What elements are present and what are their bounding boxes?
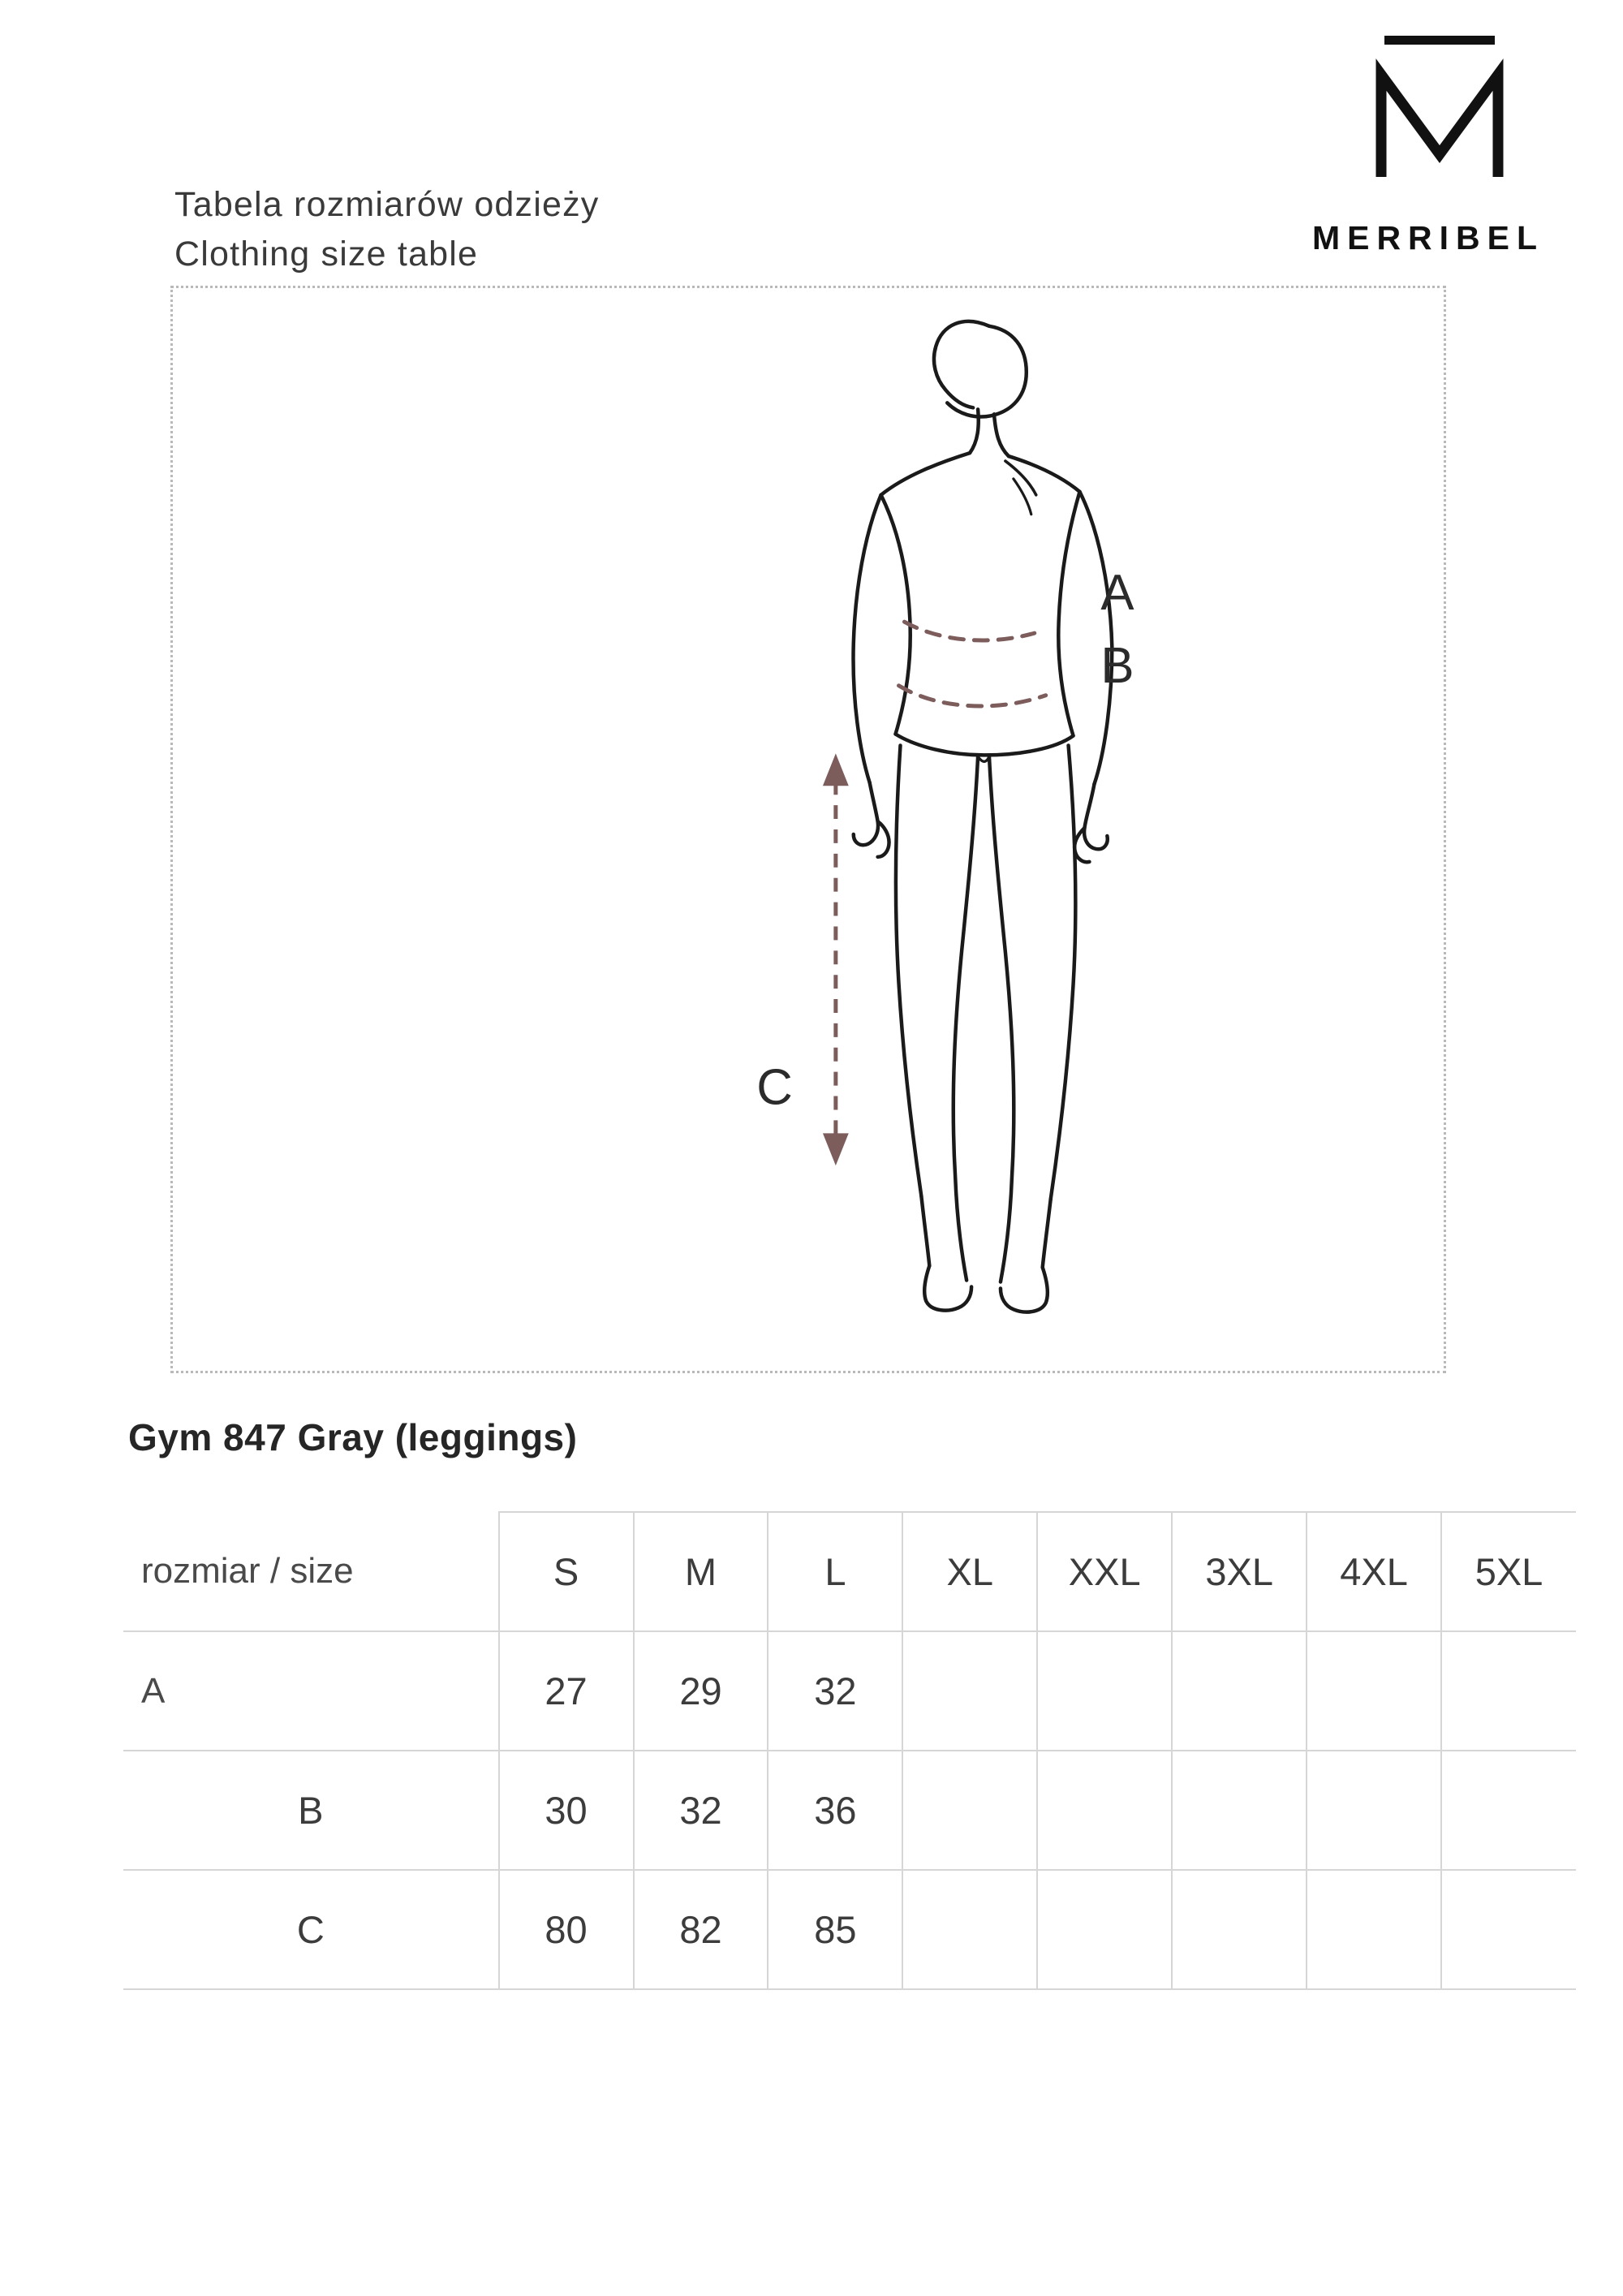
table-cell	[1037, 1751, 1172, 1870]
table-cell	[1307, 1751, 1441, 1870]
table-col-header-5xl: 5XL	[1441, 1512, 1576, 1631]
table-col-header-l: L	[768, 1512, 902, 1631]
table-cell: 32	[768, 1631, 902, 1751]
size-table	[123, 1511, 1576, 1990]
table-row	[123, 1751, 1576, 1870]
table-col-header-m: M	[634, 1512, 768, 1631]
table-cell: 32	[634, 1751, 768, 1870]
table-cell	[1307, 1631, 1441, 1751]
table-cell: 29	[634, 1631, 768, 1751]
table-cell: 27	[499, 1631, 634, 1751]
table-cell	[1037, 1631, 1172, 1751]
female-body-silhouette-icon	[173, 288, 1444, 1371]
table-cell	[902, 1870, 1037, 1989]
table-cell: 80	[499, 1870, 634, 1989]
table-cell: 85	[768, 1870, 902, 1989]
table-cell: 30	[499, 1751, 634, 1870]
page-title	[174, 180, 600, 279]
page-title-en: Clothing size table	[174, 235, 479, 274]
table-cell	[1441, 1751, 1576, 1870]
table-cell	[902, 1631, 1037, 1751]
table-row	[123, 1631, 1576, 1751]
page-header	[0, 0, 1623, 276]
table-row-label-c: C	[123, 1870, 499, 1989]
table-cell	[1172, 1631, 1307, 1751]
table-header-row	[123, 1512, 1576, 1631]
table-row-header-label: rozmiar / size	[123, 1512, 499, 1631]
table-cell	[1172, 1870, 1307, 1989]
table-col-header-s: S	[499, 1512, 634, 1631]
table-cell	[902, 1751, 1037, 1870]
measure-label-c-svg: C	[756, 1059, 793, 1116]
table-col-header-xxl: XXL	[1037, 1512, 1172, 1631]
table-cell	[1172, 1751, 1307, 1870]
table-row-label-a: A	[123, 1631, 499, 1751]
table-col-header-xl: XL	[902, 1512, 1037, 1631]
table-row	[123, 1870, 1576, 1989]
table-cell	[1441, 1870, 1576, 1989]
table-row-label-b: B	[123, 1751, 499, 1870]
product-name: Gym 847 Gray (leggings)	[128, 1416, 578, 1458]
table-col-header-3xl: 3XL	[1172, 1512, 1307, 1631]
table-cell	[1307, 1870, 1441, 1989]
measure-label-b-svg: B	[1100, 637, 1134, 694]
table-cell	[1037, 1870, 1172, 1989]
table-cell	[1441, 1631, 1576, 1751]
measure-label-a-svg: A	[1100, 565, 1134, 622]
merribel-m-logo-icon	[1363, 32, 1518, 187]
table-col-header-4xl: 4XL	[1307, 1512, 1441, 1631]
page-title-pl: Tabela rozmiarów odzieży	[174, 185, 600, 224]
table-cell: 36	[768, 1751, 902, 1870]
brand-name: MERRIBEL	[1311, 219, 1545, 256]
table-cell: 82	[634, 1870, 768, 1989]
brand-logo	[1274, 32, 1615, 256]
figure-frame	[170, 286, 1446, 1373]
